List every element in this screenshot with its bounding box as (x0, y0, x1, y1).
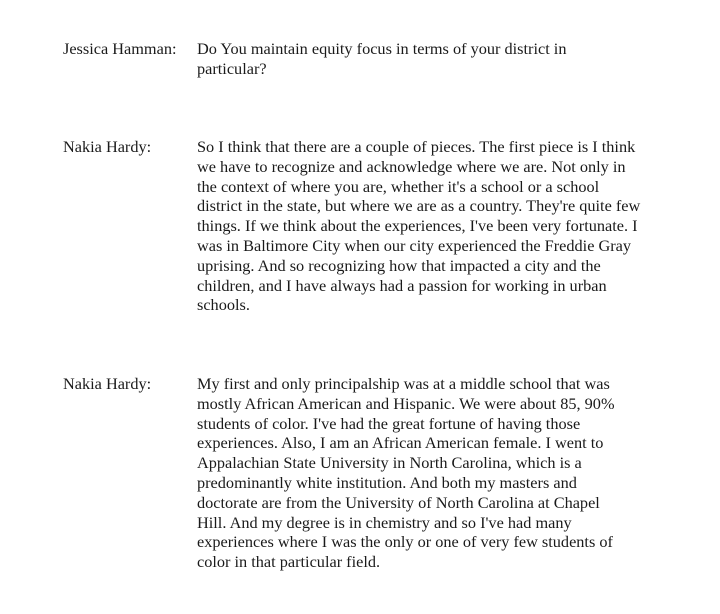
text-line: uprising. And so recognizing how that impacted a city and the (197, 255, 601, 275)
text-line: particular? (197, 58, 267, 78)
speech-text (197, 137, 697, 315)
text-line: schools. (197, 295, 250, 315)
speaker-name: Jessica Hamman: (63, 39, 177, 58)
text-line: experiences. Also, I am an African American female. I went to (197, 433, 604, 453)
text-line: mostly African American and Hispanic. We were about 85, 90% (197, 393, 615, 413)
speech-text (197, 39, 697, 79)
text-line: Do You maintain equity focus in terms of your district in (197, 39, 567, 58)
text-line: So I think that there are a couple of pieces. The first piece is I think (197, 137, 636, 156)
text-line: we have to recognize and acknowledge where we are. Not only in (197, 156, 626, 176)
text-line: experiences where I was the only or one of very few students of (197, 532, 613, 552)
text-line: things. If we think about the experiences, I've been very fortunate. I (197, 216, 638, 236)
text-line: district in the state, but where we are as a country. They're quite few (197, 196, 641, 216)
speaker-name: Nakia Hardy: (63, 374, 152, 393)
speech-text (197, 374, 697, 572)
speaker-name: Nakia Hardy: (63, 137, 152, 156)
text-line: the context of where you are, whether it's a school or a school (197, 176, 600, 196)
text-line: was in Baltimore City when our city experienced the Freddie Gray (197, 235, 632, 255)
text-line: children, and I have always had a passion for working in urban (197, 275, 607, 295)
text-line: My first and only principalship was at a middle school that was (197, 374, 610, 393)
text-line: students of color. I've had the great fortune of having those (197, 413, 581, 433)
text-line: color in that particular field. (197, 552, 381, 572)
text-line: predominantly white institution. And both my masters and (197, 472, 577, 492)
text-line: Appalachian State University in North Carolina, which is a (197, 453, 582, 473)
text-line: doctorate are from the University of North Carolina at Chapel (197, 492, 600, 512)
text-line: Hill. And my degree is in chemistry and so I've had many (197, 512, 572, 532)
